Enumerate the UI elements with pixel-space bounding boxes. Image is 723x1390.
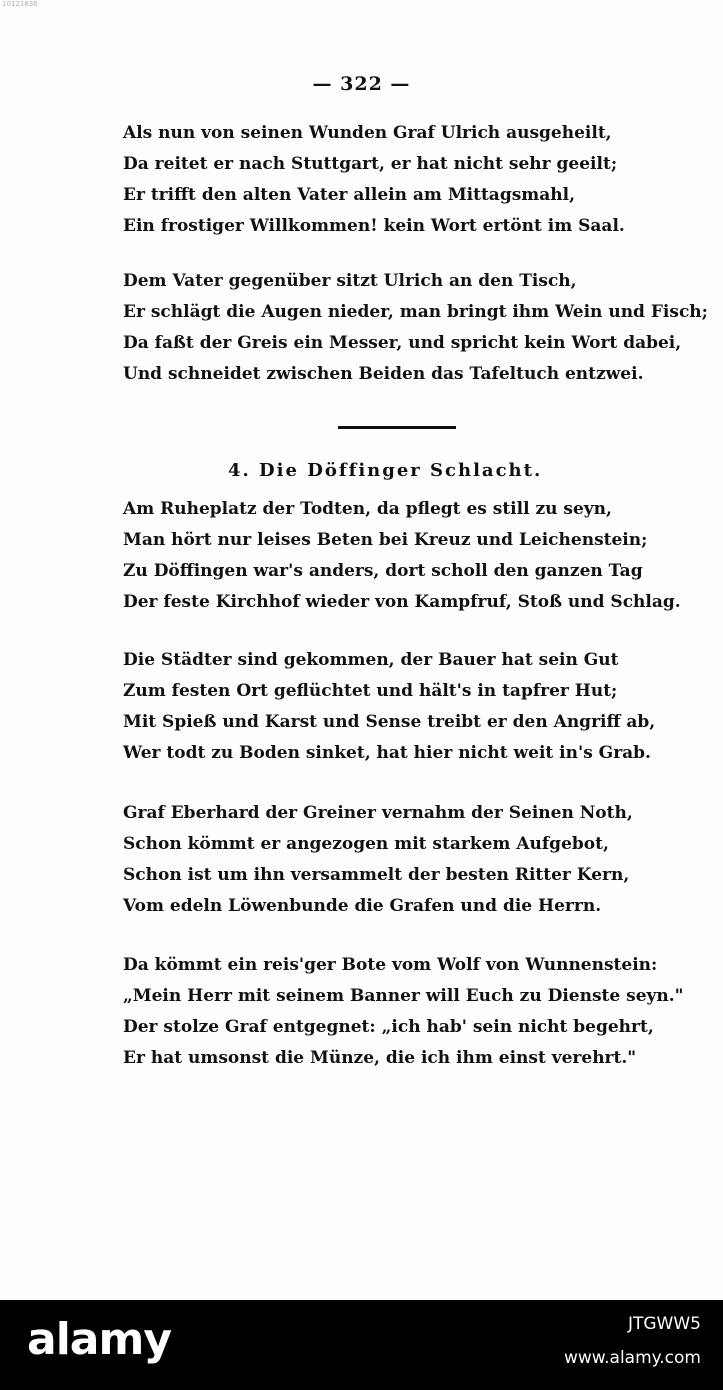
section-divider	[338, 426, 456, 429]
stanza-1	[123, 118, 683, 242]
stanza-5	[123, 798, 683, 922]
stanza-3	[123, 494, 683, 618]
verse-line: Er trifft den alten Vater allein am Mittagsmahl,	[123, 185, 576, 205]
verse-line: Graf Eberhard der Greiner vernahm der Seinen Noth,	[123, 803, 633, 823]
verse-line: Zum festen Ort geflüchtet und hält's in tapfrer Hut;	[123, 681, 618, 701]
stanza-6	[123, 950, 683, 1074]
brand-logo: alamy	[27, 1314, 171, 1365]
verse-line: Der feste Kirchhof wieder von Kampfruf, Stoß und Schlag.	[123, 592, 681, 612]
stanza-2	[123, 266, 708, 390]
verse-line: Und schneidet zwischen Beiden das Tafeltuch entzwei.	[123, 364, 644, 384]
verse-line: Dem Vater gegenüber sitzt Ulrich an den Tisch,	[123, 271, 577, 291]
verse-line: Man hört nur leises Beten bei Kreuz und Leichenstein;	[123, 530, 648, 550]
watermark-footer	[0, 1300, 723, 1390]
verse-line: Der stolze Graf entgegnet: „ich hab' sein nicht begehrt,	[123, 1017, 654, 1037]
verse-line: Er schlägt die Augen nieder, man bringt ihm Wein und Fisch;	[123, 302, 708, 322]
verse-line: Als nun von seinen Wunden Graf Ulrich ausgeheilt,	[123, 123, 612, 143]
verse-line: Da faßt der Greis ein Messer, und spricht kein Wort dabei,	[123, 333, 682, 353]
verse-line: Schon ist um ihn versammelt der besten Ritter Kern,	[123, 865, 630, 885]
section-title: 4. Die Döffinger Schlacht.	[228, 460, 543, 481]
image-id: JTGWW5	[627, 1314, 701, 1334]
verse-line: Er hat umsonst die Münze, die ich ihm einst verehrt."	[123, 1048, 637, 1068]
verse-line: Da reitet er nach Stuttgart, er hat nicht sehr geeilt;	[123, 154, 618, 174]
site-url: www.alamy.com	[563, 1348, 701, 1368]
verse-line: Mit Spieß und Karst und Sense treibt er den Angriff ab,	[123, 712, 656, 732]
verse-line: Am Ruheplatz der Todten, da pflegt es still zu seyn,	[123, 499, 612, 519]
corner-id: 10121636	[2, 0, 38, 8]
verse-line: Wer todt zu Boden sinket, hat hier nicht weit in's Grab.	[123, 743, 651, 763]
verse-line: Schon kömmt er angezogen mit starkem Aufgebot,	[123, 834, 609, 854]
stanza-4	[123, 645, 683, 769]
verse-line: Die Städter sind gekommen, der Bauer hat sein Gut	[123, 650, 619, 670]
verse-line: Zu Döffingen war's anders, dort scholl den ganzen Tag	[123, 561, 643, 581]
verse-line: „Mein Herr mit seinem Banner will Euch zu Dienste seyn."	[123, 986, 684, 1006]
verse-line: Vom edeln Löwenbunde die Grafen und die Herrn.	[123, 896, 602, 916]
page-number: — 322 —	[312, 73, 411, 95]
verse-line: Ein frostiger Willkommen! kein Wort ertönt im Saal.	[123, 216, 625, 236]
verse-line: Da kömmt ein reis'ger Bote vom Wolf von Wunnenstein:	[123, 955, 658, 975]
